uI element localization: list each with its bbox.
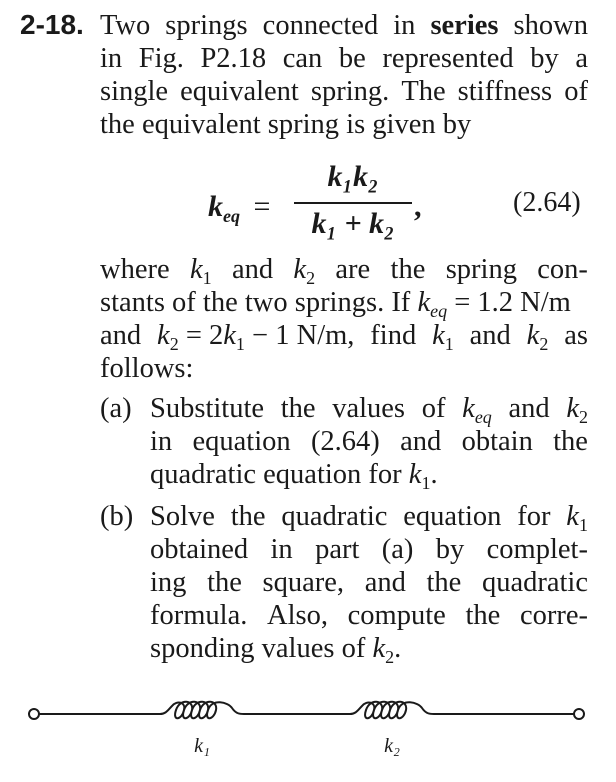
intro-line: Two springs connected in series shown	[100, 10, 588, 41]
spring-1-label: k₁	[194, 735, 210, 757]
springs-in-series-figure	[0, 680, 616, 780]
right-terminal	[574, 709, 584, 719]
equation-lhs-subscript: eq	[223, 206, 240, 226]
spring-1	[160, 702, 244, 719]
intro-line: single equivalent spring. The stiffness of	[100, 76, 588, 107]
body-line: and $k_2 = 2k_1 - 1$ N/m, find $k_1$ and $k_2$ as	[100, 320, 588, 354]
part-b-text: Solve the quadratic equation for $k_1$ obtained in part (a) by complet- ing the square, and the quadratic formula. Also, compute the corre- sponding values of $k_2$.	[150, 501, 588, 667]
equation-number: (2.64)	[513, 187, 581, 218]
part-a-label: (a)	[100, 393, 132, 424]
body-line: where $k_1$ and $k_2$ are the spring con-	[100, 254, 588, 288]
body-line: stants of the two springs. If $k_{eq} = 1.2$ N/m	[100, 287, 571, 321]
equation-denominator: k₁ + k₂	[311, 207, 395, 240]
problem-number: 2-18.	[20, 9, 84, 40]
problem-intro	[100, 9, 588, 141]
part-a-text: Substitute the values of $k_{eq}$ and $k_2$ in equation (2.64) and obtain the quadratic equation for $k_1$.	[150, 393, 588, 493]
spring-2-label: k₂	[384, 735, 400, 757]
equation-lhs: $k_{eq}$ =	[208, 190, 271, 226]
part-b-label: (b)	[100, 501, 134, 532]
intro-line: the equivalent spring is given by	[100, 109, 472, 140]
equation-comma: ,	[414, 190, 422, 223]
equation-fraction	[294, 160, 412, 241]
body-line: follows:	[100, 353, 194, 384]
intro-line: in Fig. P2.18 can be represented by a	[100, 43, 588, 74]
spring-2	[350, 702, 434, 719]
equation-numerator: k₁k₂	[327, 160, 379, 193]
problem-body	[100, 253, 588, 385]
left-terminal	[29, 709, 39, 719]
fraction-bar	[294, 202, 412, 204]
